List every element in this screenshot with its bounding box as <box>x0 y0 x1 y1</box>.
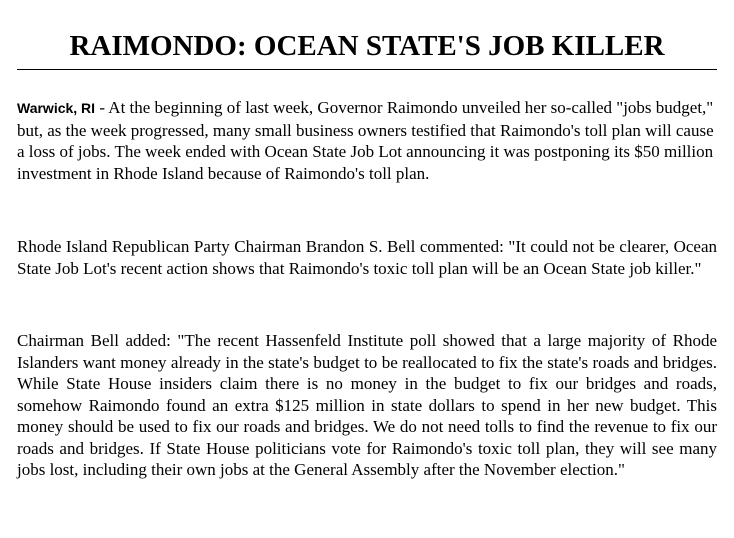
paragraph-intro <box>17 97 717 184</box>
headline: RAIMONDO: OCEAN STATE'S JOB KILLER <box>69 30 665 62</box>
dateline: Warwick, RI <box>17 100 96 116</box>
paragraph-chairman-comment: Rhode Island Republican Party Chairman Brandon S. Bell commented: "It could not be clearer, Ocean State Job Lot's recent action shows that Raimondo's toxic toll plan will be an Ocean State job killer." <box>17 237 717 278</box>
paragraph-chairman-added: Chairman Bell added: "The recent Hassenfeld Institute poll showed that a large majority of Rhode Islanders want money already in the state's budget to be reallocated to fix the state's roads and bridges. While State House insiders claim there is no money in the budget to fix our bridges and roads, somehow Raimondo found an extra $125 million in state dollars to spend in her new budget. This money should be used to fix our roads and bridges. We do not need tolls to find the revenue to fix our roads and bridges. If State House politicians vote for Raimondo's toxic toll plan, they will see many jobs lost, including their own jobs at the General Assembly after the November election." <box>17 331 717 479</box>
headline-divider <box>17 69 717 70</box>
paragraph-intro-text: - At the beginning of last week, Governor Raimondo unveiled her so-called "jobs budget," but, as the week progressed, many small business owners testified that Raimondo's toll plan will cause a loss of jobs. The week ended with Ocean State Job Lot announcing it was postponing its $50 million investment in Rhode Island because of Raimondo's toll plan. <box>17 98 714 183</box>
